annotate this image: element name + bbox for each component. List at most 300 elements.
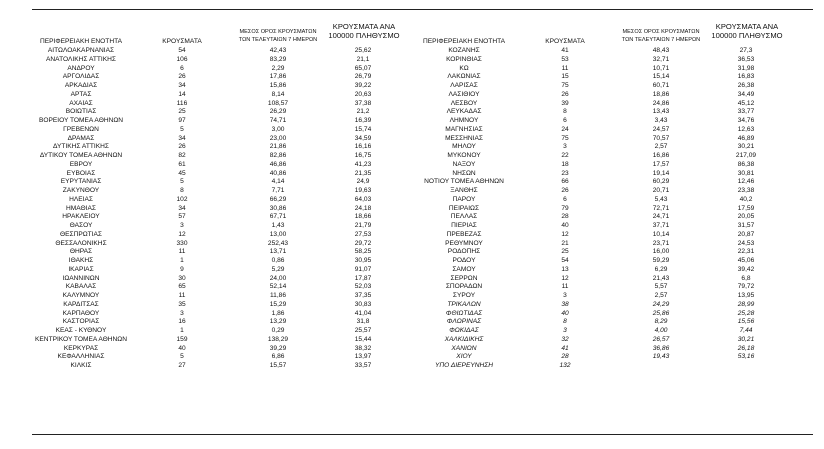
cell-region: ΧΑΝΙΩΝ	[451, 344, 477, 352]
cell-cases: 79	[561, 204, 569, 212]
cell-region: ΘΕΣΣΑΛΟΝΙΚΗΣ	[55, 239, 107, 247]
cell-cases: 82	[178, 152, 186, 159]
cell-avg: 24,00	[269, 274, 287, 282]
cell-avg: 24,29	[652, 300, 670, 308]
cell-region: ΚΑΒΑΛΑΣ	[65, 283, 97, 291]
cell-avg: 0,29	[271, 327, 285, 334]
cell-avg: 24,57	[652, 125, 670, 133]
cell-cases: 34	[178, 204, 186, 212]
cell-cases: 3	[180, 309, 184, 317]
cell-avg: 1,43	[271, 222, 285, 229]
cell-region: ΥΠΟ ΔΙΕΡΕΥΝΗΣΗ	[435, 362, 493, 369]
cell-cases: 14	[178, 90, 186, 98]
cell-avg: 8,14	[271, 90, 285, 98]
cell-cases: 26	[561, 90, 569, 98]
cell-cases: 11	[178, 248, 186, 256]
cell-per100k: 26,18	[737, 344, 755, 352]
cell-region: ΞΑΝΘΗΣ	[450, 187, 478, 194]
cell-cases: 53	[561, 55, 569, 63]
cell-per100k: 30,21	[737, 335, 755, 343]
cell-region: ΘΗΡΑΣ	[69, 248, 93, 256]
cell-avg: 82,86	[269, 152, 287, 159]
cell-per100k: 21,79	[354, 222, 372, 229]
cell-avg: 25,86	[652, 309, 670, 317]
cell-avg: 4,14	[271, 178, 285, 186]
cell-region: ΗΜΑΘΙΑΣ	[66, 204, 96, 212]
cell-avg: 40,86	[269, 169, 287, 177]
cell-per100k: 15,56	[737, 318, 755, 326]
cell-per100k: 17,59	[737, 204, 755, 212]
cell-per100k: 28,99	[737, 300, 755, 308]
cell-region: ΝΗΣΩΝ	[452, 169, 476, 177]
cell-avg: 48,43	[652, 47, 670, 54]
cell-avg: 5,57	[654, 283, 668, 291]
cell-per100k: 24,53	[737, 239, 755, 247]
cell-per100k: 23,38	[737, 187, 755, 194]
cell-region: ΘΕΣΠΡΩΤΙΑΣ	[59, 230, 103, 238]
cell-avg: 15,86	[269, 82, 287, 89]
cell-per100k: 45,12	[737, 99, 755, 107]
cell-region: ΘΑΣΟΥ	[69, 222, 93, 229]
cell-per100k: 26,79	[354, 73, 372, 81]
cell-cases: 12	[561, 274, 569, 282]
header-avg: ΜΕΣΟΣ ΟΡΟΣ ΚΡΟΥΣΜΑΤΩΝ ΤΩΝ ΤΕΛΕΥΤΑΙΩΝ 7 ΗΜΕΡΩΝ	[238, 29, 318, 43]
cell-region: ΜΕΣΣΗΝΙΑΣ	[445, 134, 483, 142]
cell-avg: 15,57	[269, 362, 287, 369]
cell-per100k: 17,87	[354, 274, 372, 282]
cell-per100k: 40,2	[739, 195, 753, 203]
cell-cases: 13	[561, 265, 569, 273]
cell-per100k: 12,46	[737, 178, 755, 186]
cell-per100k: 24,9	[356, 178, 370, 186]
cell-avg: 42,43	[269, 47, 287, 54]
cell-cases: 8	[563, 318, 567, 326]
cell-per100k: 33,57	[354, 362, 372, 369]
cell-per100k: 30,95	[354, 257, 372, 264]
cell-region: ΚΑΛΥΜΝΟΥ	[62, 292, 100, 299]
cell-region: ΚΑΡΔΙΤΣΑΣ	[63, 300, 99, 308]
cell-avg: 21,43	[652, 274, 670, 282]
cell-cases: 3	[563, 292, 567, 299]
cell-cases: 25	[561, 248, 569, 256]
header-per100k: ΚΡΟΥΣΜΑΤΑ ΑΝΑ 100000 ΠΛΗΘΥΣΜΟ	[328, 22, 400, 40]
cell-region: ΑΝΔΡΟΥ	[67, 64, 95, 72]
cell-cases: 12	[178, 230, 186, 238]
cell-cases: 5	[180, 178, 184, 186]
cell-cases: 6	[180, 64, 184, 72]
cell-avg: 5,29	[271, 265, 285, 273]
cell-avg: 26,29	[269, 108, 287, 116]
cell-region: ΑΡΚΑΔΙΑΣ	[64, 82, 98, 89]
cell-cases: 61	[178, 160, 186, 168]
header-cases: ΚΡΟΥΣΜΑΤΑ	[162, 38, 202, 45]
cell-per100k: 34,49	[737, 90, 755, 98]
cell-cases: 35	[178, 300, 186, 308]
cell-region: ΑΝΑΤΟΛΙΚΗΣ ΑΤΤΙΚΗΣ	[46, 55, 116, 63]
cell-cases: 28	[561, 353, 569, 361]
cell-region: ΚΟΖΑΝΗΣ	[448, 47, 480, 54]
cell-per100k: 20,63	[354, 90, 372, 98]
cell-avg: 13,43	[652, 108, 670, 116]
cell-region: ΓΡΕΒΕΝΩΝ	[63, 125, 99, 133]
cell-region: ΚΙΛΚΙΣ	[70, 362, 92, 369]
cell-avg: 5,43	[654, 195, 668, 203]
cell-avg: 13,71	[269, 248, 287, 256]
cell-region: ΜΥΚΟΝΟΥ	[447, 152, 481, 159]
cell-cases: 26	[561, 187, 569, 194]
cell-region: ΣΑΜΟΥ	[452, 265, 476, 273]
cell-per100k: 21,35	[354, 169, 372, 177]
cell-per100k: 34,59	[354, 134, 372, 142]
cell-per100k: 20,05	[737, 213, 755, 221]
cell-region: ΑΧΑΪΑΣ	[69, 99, 93, 107]
cell-cases: 1	[180, 257, 184, 264]
cell-cases: 102	[176, 195, 188, 203]
header-region: ΠΕΡΙΦΕΡΕΙΑΚΗ ΕΝΟΤΗΤΑ	[39, 38, 123, 45]
cell-cases: 30	[178, 274, 186, 282]
cell-avg: 138,29	[267, 335, 289, 343]
cell-per100k: 13,97	[354, 353, 372, 361]
cell-region: ΝΑΞΟΥ	[452, 160, 476, 168]
cell-per100k: 39,42	[737, 265, 755, 273]
cell-cases: 132	[559, 362, 571, 369]
cell-avg: 11,86	[269, 292, 286, 299]
cell-cases: 22	[561, 152, 569, 159]
cell-region: ΡΟΔΟΥ	[452, 257, 476, 264]
cell-avg: 24,71	[652, 213, 670, 221]
cell-cases: 34	[178, 82, 186, 89]
cell-per100k: 31,98	[737, 64, 755, 72]
cell-per100k: 31,57	[737, 222, 755, 229]
cell-region: ΚΕΑΣ - ΚΥΘΝΟΥ	[55, 327, 107, 334]
cell-avg: 83,29	[269, 55, 287, 63]
cell-cases: 39	[561, 99, 569, 107]
cell-cases: 1	[180, 327, 184, 334]
cell-per100k: 30,83	[354, 300, 372, 308]
cell-per100k: 19,63	[354, 187, 372, 194]
cell-avg: 15,29	[269, 300, 287, 308]
cell-avg: 2,57	[654, 292, 668, 299]
cell-cases: 6	[563, 117, 567, 124]
cell-cases: 27	[178, 362, 186, 369]
cell-region: ΛΑΡΙΣΑΣ	[450, 82, 478, 89]
cell-per100k: 22,31	[737, 248, 755, 256]
cell-region: ΣΥΡΟΥ	[452, 292, 476, 299]
cell-avg: 19,43	[652, 353, 670, 361]
cell-per100k: 16,39	[354, 117, 372, 124]
cell-avg: 7,71	[271, 187, 285, 194]
cell-region: ΔΥΤΙΚΗΣ ΑΤΤΙΚΗΣ	[53, 143, 109, 151]
cell-avg: 20,71	[652, 187, 670, 194]
cell-avg: 32,71	[652, 55, 670, 63]
cell-per100k: 12,63	[737, 125, 755, 133]
cell-per100k: 86,38	[737, 160, 755, 168]
cell-avg: 21,86	[269, 143, 287, 151]
cell-avg: 60,71	[652, 82, 670, 89]
cell-cases: 8	[180, 187, 184, 194]
cell-region: ΚΑΣΤΟΡΙΑΣ	[62, 318, 100, 326]
cell-region: ΧΙΟΥ	[456, 353, 472, 361]
cell-cases: 41	[561, 344, 569, 352]
cell-per100k: 45,06	[737, 257, 755, 264]
cell-cases: 5	[180, 125, 184, 133]
cell-avg: 0,86	[271, 257, 285, 264]
cell-region: ΚΕΡΚΥΡΑΣ	[63, 344, 99, 352]
cell-per100k: 41,23	[354, 160, 372, 168]
cell-avg: 1,86	[271, 309, 285, 317]
cell-avg: 3,00	[271, 125, 285, 133]
cell-region: ΚΩ	[459, 64, 469, 72]
cell-region: ΠΕΛΛΑΣ	[450, 213, 478, 221]
cell-region: ΡΟΔΟΠΗΣ	[447, 248, 481, 256]
cell-cases: 66	[561, 178, 569, 186]
cell-per100k: 21,2	[356, 108, 370, 116]
cell-avg: 2,29	[271, 64, 285, 72]
cell-avg: 252,43	[267, 239, 289, 247]
cell-region: ΣΠΟΡΑΔΩΝ	[445, 283, 483, 291]
cell-region: ΗΡΑΚΛΕΙΟΥ	[62, 213, 100, 221]
cell-cases: 57	[178, 213, 186, 221]
cell-region: ΙΚΑΡΙΑΣ	[68, 265, 94, 273]
cell-avg: 15,14	[652, 73, 670, 81]
cell-region: ΚΑΡΠΑΘΟΥ	[62, 309, 100, 317]
cell-avg: 26,57	[652, 335, 670, 343]
cell-region: ΛΑΣΙΘΙΟΥ	[448, 90, 480, 98]
cell-cases: 9	[180, 265, 184, 273]
cell-cases: 75	[561, 134, 569, 142]
header-region: ΠΕΡΙΦΕΡΕΙΑΚΗ ΕΝΟΤΗΤΑ	[422, 38, 506, 45]
cell-cases: 11	[178, 292, 186, 299]
cell-avg: 36,86	[652, 344, 670, 352]
cell-cases: 75	[561, 82, 569, 89]
cell-per100k: 91,07	[354, 265, 372, 273]
cell-region: ΧΑΛΚΙΔΙΚΗΣ	[444, 335, 484, 343]
cell-cases: 34	[178, 134, 186, 142]
cell-region: ΤΡΙΚΑΛΩΝ	[447, 300, 481, 308]
cell-per100k: 6,8	[741, 274, 751, 282]
cell-per100k: 30,21	[737, 143, 755, 151]
cell-region: ΠΑΡΟΥ	[452, 195, 476, 203]
cell-region: ΔΡΑΜΑΣ	[67, 134, 95, 142]
cell-avg: 66,29	[269, 195, 287, 203]
cell-avg: 59,29	[652, 257, 670, 264]
cell-per100k: 53,16	[737, 353, 755, 361]
cell-cases: 11	[561, 283, 569, 291]
cell-region: ΑΡΓΟΛΙΔΑΣ	[62, 73, 100, 81]
cell-region: ΕΒΡΟΥ	[69, 160, 93, 168]
cell-avg: 2,57	[654, 143, 668, 151]
cell-avg: 17,57	[652, 160, 670, 168]
cell-region: ΚΟΡΙΝΘΙΑΣ	[446, 55, 482, 63]
cell-cases: 6	[563, 195, 567, 203]
cell-avg: 6,29	[654, 265, 668, 273]
cell-avg: 60,29	[652, 178, 670, 186]
cell-region: ΦΩΚΙΔΑΣ	[449, 327, 479, 334]
cell-region: ΔΥΤΙΚΟΥ ΤΟΜΕΑ ΑΘΗΝΩΝ	[39, 152, 123, 159]
cell-avg: 67,71	[269, 213, 287, 221]
cell-per100k: 33,77	[737, 108, 755, 116]
cell-cases: 116	[176, 99, 188, 107]
cell-per100k: 21,1	[356, 55, 370, 63]
cell-per100k: 15,44	[354, 335, 372, 343]
cell-per100k: 30,81	[737, 169, 755, 177]
cell-region: ΛΕΥΚΑΔΑΣ	[446, 108, 482, 116]
cell-avg: 13,00	[269, 230, 287, 238]
cell-cases: 41	[561, 47, 569, 54]
cell-avg: 4,00	[654, 327, 668, 334]
header-avg: ΜΕΣΟΣ ΟΡΟΣ ΚΡΟΥΣΜΑΤΩΝ ΤΩΝ ΤΕΛΕΥΤΑΙΩΝ 7 ΗΜΕΡΩΝ	[621, 29, 701, 43]
cell-cases: 8	[563, 108, 567, 116]
cell-cases: 23	[561, 169, 569, 177]
cell-per100k: 65,07	[354, 64, 372, 72]
cell-region: ΙΩΑΝΝΙΝΩΝ	[62, 274, 100, 282]
cell-per100k: 16,83	[737, 73, 755, 81]
cell-avg: 72,71	[652, 204, 670, 212]
header-cases: ΚΡΟΥΣΜΑΤΑ	[545, 38, 585, 45]
cell-per100k: 58,25	[354, 248, 372, 256]
cell-per100k: 37,35	[354, 292, 372, 299]
cell-region: ΚΕΦΑΛΛΗΝΙΑΣ	[57, 353, 105, 361]
cell-per100k: 52,03	[354, 283, 372, 291]
cell-cases: 18	[561, 160, 569, 168]
cell-cases: 38	[561, 300, 569, 308]
cell-cases: 3	[563, 143, 567, 151]
bottom-rule	[32, 434, 813, 435]
top-rule	[32, 9, 813, 10]
cell-region: ΠΡΕΒΕΖΑΣ	[446, 230, 482, 238]
cell-per100k: 27,53	[354, 230, 372, 238]
cell-region: ΙΘΑΚΗΣ	[68, 257, 94, 264]
cell-cases: 16	[178, 318, 186, 326]
cell-cases: 65	[178, 283, 186, 291]
cell-cases: 28	[561, 213, 569, 221]
cell-per100k: 16,75	[354, 152, 372, 159]
cell-cases: 40	[178, 344, 186, 352]
cell-cases: 54	[178, 47, 186, 54]
cell-per100k: 34,76	[737, 117, 755, 124]
cell-region: ΕΥΡΥΤΑΝΙΑΣ	[60, 178, 102, 186]
cell-cases: 5	[180, 353, 184, 361]
cell-region: ΛΑΚΩΝΙΑΣ	[447, 73, 481, 81]
cell-per100k: 46,89	[737, 134, 755, 142]
cell-avg: 23,00	[269, 134, 287, 142]
cell-per100k: 64,03	[354, 195, 372, 203]
header-per100k: ΚΡΟΥΣΜΑΤΑ ΑΝΑ 100000 ΠΛΗΘΥΣΜΟ	[711, 22, 783, 40]
cell-region: ΡΕΘΥΜΝΟΥ	[445, 239, 483, 247]
cell-cases: 26	[178, 143, 186, 151]
cell-cases: 106	[176, 55, 188, 63]
cell-region: ΕΥΒΟΙΑΣ	[66, 169, 96, 177]
cell-per100k: 37,38	[354, 99, 372, 107]
cell-region: ΠΕΙΡΑΙΩΣ	[448, 204, 480, 212]
cell-per100k: 24,18	[354, 204, 372, 212]
cell-avg: 16,00	[652, 248, 670, 256]
cell-avg: 70,57	[652, 134, 670, 142]
cell-avg: 39,29	[269, 344, 287, 352]
cell-avg: 10,14	[652, 230, 670, 238]
cell-region: ΝΟΤΙΟΥ ΤΟΜΕΑ ΑΘΗΝΩΝ	[424, 178, 504, 186]
cell-per100k: 41,04	[354, 309, 372, 317]
cell-avg: 10,71	[652, 64, 670, 72]
cell-per100k: 27,3	[739, 47, 753, 54]
cell-per100k: 25,62	[354, 47, 372, 54]
cell-per100k: 38,32	[354, 344, 372, 352]
cell-region: ΒΟΙΩΤΙΑΣ	[65, 108, 97, 116]
cell-region: ΗΛΕΙΑΣ	[69, 195, 93, 203]
cell-avg: 6,86	[271, 353, 285, 361]
cell-region: ΑΡΤΑΣ	[70, 90, 92, 98]
cell-cases: 25	[178, 108, 186, 116]
cell-per100k: 15,74	[354, 125, 372, 133]
cell-avg: 74,71	[269, 117, 287, 124]
cell-cases: 24	[561, 125, 569, 133]
cell-cases: 15	[561, 73, 569, 81]
cell-avg: 8,29	[654, 318, 668, 326]
cell-avg: 18,86	[652, 90, 670, 98]
cell-per100k: 217,09	[735, 152, 757, 159]
cell-avg: 46,86	[269, 160, 287, 168]
cell-cases: 32	[561, 335, 569, 343]
cell-cases: 26	[178, 73, 186, 81]
cell-cases: 54	[561, 257, 569, 264]
cell-per100k: 29,72	[354, 239, 372, 247]
cell-region: ΦΘΙΩΤΙΔΑΣ	[445, 309, 483, 317]
cell-avg: 17,86	[269, 73, 287, 81]
cell-per100k: 31,8	[356, 318, 370, 326]
cell-cases: 21	[561, 239, 569, 247]
cell-per100k: 20,87	[737, 230, 755, 238]
cell-per100k: 36,53	[737, 55, 755, 63]
cell-per100k: 26,38	[737, 82, 755, 89]
cell-avg: 3,43	[654, 117, 668, 124]
cell-region: ΛΕΣΒΟΥ	[450, 99, 478, 107]
cell-cases: 11	[561, 64, 569, 72]
cell-per100k: 25,57	[354, 327, 372, 334]
cell-region: ΦΛΩΡΙΝΑΣ	[446, 318, 482, 326]
cell-cases: 3	[180, 222, 184, 229]
cell-avg: 16,86	[652, 152, 670, 159]
cell-cases: 330	[176, 239, 188, 247]
cell-cases: 40	[561, 309, 569, 317]
cell-region: ΖΑΚΥΝΘΟΥ	[62, 187, 100, 194]
cell-region: ΜΗΛΟΥ	[452, 143, 476, 151]
cell-avg: 30,86	[269, 204, 287, 212]
cell-region: ΛΗΜΝΟΥ	[449, 117, 479, 124]
cell-avg: 37,71	[652, 222, 670, 229]
cell-cases: 97	[178, 117, 186, 124]
cell-region: ΑΙΤΩΛΟΑΚΑΡΝΑΝΙΑΣ	[47, 47, 115, 54]
cell-avg: 52,14	[269, 283, 287, 291]
cell-avg: 13,29	[269, 318, 287, 326]
cell-cases: 40	[561, 222, 569, 229]
cell-cases: 159	[176, 335, 188, 343]
cell-region: ΜΑΓΝΗΣΙΑΣ	[445, 125, 483, 133]
cell-per100k: 25,28	[737, 309, 755, 317]
cell-per100k: 16,16	[354, 143, 372, 151]
cell-per100k: 18,66	[354, 213, 372, 221]
cell-region: ΚΕΝΤΡΙΚΟΥ ΤΟΜΕΑ ΑΘΗΝΩΝ	[35, 335, 127, 343]
cell-avg: 23,71	[652, 239, 670, 247]
cell-region: ΣΕΡΡΩΝ	[450, 274, 478, 282]
cell-per100k: 39,22	[354, 82, 372, 89]
cell-cases: 3	[563, 327, 567, 334]
cell-avg: 108,57	[267, 99, 289, 107]
cell-per100k: 79,72	[737, 283, 755, 291]
cell-cases: 12	[561, 230, 569, 238]
cell-per100k: 7,44	[739, 327, 753, 334]
cell-region: ΒΟΡΕΙΟΥ ΤΟΜΕΑ ΑΘΗΝΩΝ	[38, 117, 124, 124]
cell-cases: 45	[178, 169, 186, 177]
